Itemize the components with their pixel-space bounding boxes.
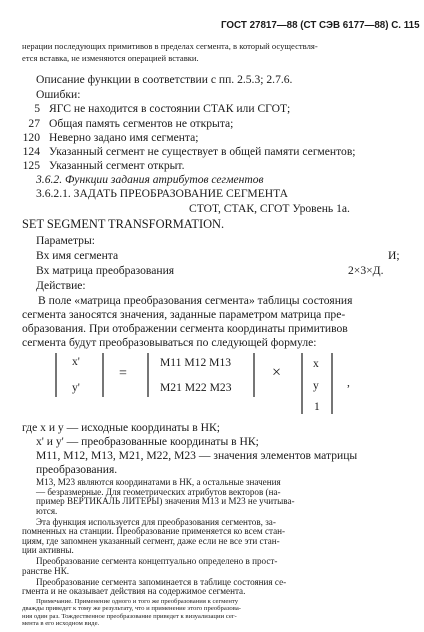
conceptual-text-line: Преобразование сегмента концептуально определено в прост- (36, 556, 278, 567)
m13-text-line: — безразмерные. Для геометрических атрибутов векторов (на- (36, 486, 281, 497)
note-text-line: дважды приведет к тому же результату, что и применение этого преобразова- (22, 605, 242, 613)
section-heading-3-6-2-1: 3.6.2.1. ЗАДАТЬ ПРЕОБРАЗОВАНИЕ СЕГМЕНТА (36, 187, 289, 200)
error-row (0, 160, 424, 173)
where-line: преобразования. (36, 463, 118, 476)
stored-text-line: гмента и не оказывает действия на содержимое сегмента. (22, 586, 246, 597)
error-row (0, 103, 424, 116)
param-type: И; (388, 249, 400, 262)
action-text-line: сегмента будут преобразовываться по следующей формуле: (22, 336, 317, 349)
error-row (0, 132, 424, 145)
param-type: 2×3×Д. (348, 264, 384, 277)
m13-text-line: ются. (36, 505, 58, 516)
intro-line-1: нерации последующих примитивов в пределах сегмента, в который осуществля- (22, 41, 318, 51)
function-description: Описание функции в соответствии с пп. 2.5.3; 2.7.6. (36, 73, 293, 86)
note-text-line: Примечание. Применение одного и того же преобразования к сегменту (36, 598, 239, 605)
error-text: Указанный сегмент не существует в общей памяти сегментов; (49, 145, 356, 158)
formula-matrix-row-2: M21 M22 M23 (160, 381, 232, 394)
note-text-line: ния один раз. Тождественное преобразование приведет к визуализации сег- (22, 612, 237, 620)
formula-equals: = (119, 366, 127, 381)
error-row (0, 146, 424, 159)
formula-lhs-x: x' (72, 355, 80, 368)
intro-line-2: ется вставка, не изменяются операцией вставки. (22, 53, 199, 63)
function-text-line: ции активны. (22, 545, 74, 556)
action-text-line: В поле «матрица преобразования сегмента» таблицы состояния (38, 294, 353, 307)
error-code: 27 (28, 117, 40, 130)
where-line: M11, M12, M13, M21, M22, M23 — значения элементов матрицы (36, 449, 358, 462)
formula-rhs-x: x (313, 357, 319, 370)
action-text-line: образования. При отображении сегмента координаты примитивов (22, 322, 348, 335)
stored-text-line: Преобразование сегмента запоминается в таблице состояния се- (36, 576, 287, 587)
function-text-line: циям, где запомнен указанный сегмент, даже если не все эти стан- (22, 535, 280, 546)
formula-times: × (272, 364, 282, 381)
states-level: СТОТ, СТАК, СГОТ Уровень 1а. (189, 202, 350, 215)
error-text: ЯГС не находится в состоянии СТАК или СГОТ; (49, 102, 291, 115)
conceptual-text-line: ранстве НК. (22, 565, 70, 576)
errors-title: Ошибки: (36, 88, 81, 101)
action-title: Действие: (36, 279, 86, 292)
section-heading-3-6-2: 3.6.2. Функции задания атрибутов сегментов (36, 173, 264, 186)
error-code: 125 (22, 159, 40, 172)
where-line: x' и y' — преобразованные координаты в НК; (36, 435, 259, 448)
error-code: 124 (22, 145, 40, 158)
m13-text-line: пример ВЕРТИКАЛЬ ЛИТЕРЫ) значения M13 и M23 не учитыва- (36, 496, 295, 506)
formula-lhs-y: y' (72, 381, 80, 394)
formula-rhs-one: 1 (314, 400, 320, 413)
function-text-line: Эта функция используется для преобразования сегментов, за- (36, 516, 276, 527)
action-text-line: сегмента заносятся значения, заданные параметром матрица пре- (22, 308, 346, 321)
error-text: Общая память сегментов не открыта; (49, 117, 234, 130)
formula-matrix-row-1: M11 M12 M13 (160, 356, 232, 369)
function-name-english: SET SEGMENT TRANSFORMATION. (22, 217, 225, 231)
formula-rhs-y: y (313, 379, 319, 392)
error-code: 120 (22, 131, 40, 144)
error-code: 5 (34, 102, 40, 115)
note-text-line: мента в его исходном виде. (22, 619, 100, 627)
page-header: ГОСТ 27817—88 (СТ СЭВ 6177—88) С. 115 (221, 20, 420, 31)
param-label: Вх имя сегмента (36, 249, 119, 262)
formula-comma: , (347, 376, 350, 389)
error-text: Указанный сегмент открыт. (49, 159, 185, 172)
params-title: Параметры: (36, 234, 95, 247)
error-text: Неверно задано имя сегмента; (49, 131, 199, 144)
function-text-line: помненных на станции. Преобразование применяется ко всем стан- (22, 526, 286, 537)
param-label: Вх матрица преобразования (36, 264, 175, 277)
error-row (0, 118, 424, 131)
where-line: где x и y — исходные координаты в НК; (22, 421, 220, 434)
m13-text-line: M13, M23 являются координатами в НК, а остальные значения (36, 477, 281, 487)
